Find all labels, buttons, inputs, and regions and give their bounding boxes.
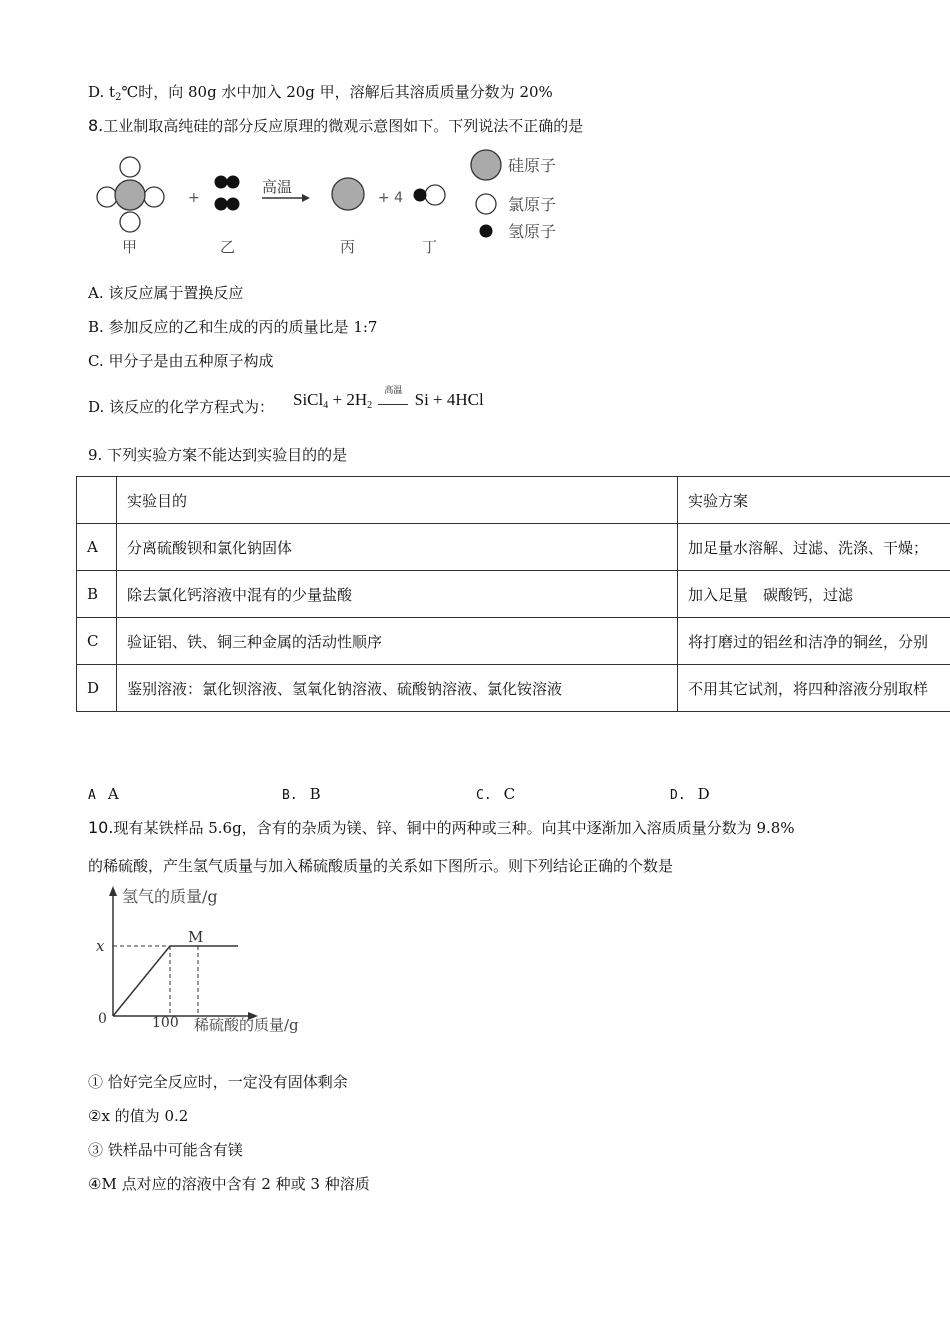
q8-stem: 8.工业制取高纯硅的部分反应原理的微观示意图如下。下列说法不正确的是 [88, 116, 584, 135]
table-row [77, 571, 950, 618]
hydrogen-graph [90, 884, 340, 1036]
legend-h: 氢原子 [508, 222, 557, 241]
table-cell: A [77, 524, 117, 571]
table-cell: 除去氯化钙溶液中混有的少量盐酸 [117, 571, 678, 618]
coefficient: + 4 [378, 190, 404, 206]
experiment-table [76, 476, 950, 712]
q8-option-d: D. 该反应的化学方程式为： [88, 398, 275, 416]
label-ding: 丁 [422, 238, 438, 256]
table-row [77, 618, 950, 665]
y-axis-label: 氢气的质量/g [122, 887, 218, 906]
q9-stem: 9. 下列实验方案不能达到实验目的的是 [88, 446, 348, 464]
molecule-ding [414, 185, 446, 205]
table-cell: C [77, 618, 117, 665]
x-axis-label: 稀硫酸的质量/g [194, 1016, 299, 1034]
label-bing: 丙 [340, 238, 356, 256]
table-row [77, 665, 950, 712]
plus-sign: + [188, 190, 200, 206]
q10-stem-line2: 的稀硫酸，产生氢气质量与加入稀硫酸质量的关系如下图所示。则下列结论正确的个数是 [88, 857, 674, 875]
label-jia: 甲 [122, 238, 138, 256]
condition-label: 高温 [262, 178, 293, 196]
legend-si: 硅原子 [508, 156, 557, 175]
rise-line [113, 946, 170, 1016]
table-cell: 将打磨过的铝丝和洁净的铜丝，分别 [678, 618, 950, 665]
q8-option-b: B. 参加反应的乙和生成的丙的质量比是 1:7 [88, 318, 378, 336]
q8-option-a: A. 该反应属于置换反应 [88, 284, 244, 302]
table-cell: 验证铝、铁、铜三种金属的活动性顺序 [117, 618, 678, 665]
q10-stem-line1: 10.现有某铁样品 5.6g，含有的杂质为镁、锌、铜中的两种或三种。向其中逐渐加入溶质质量分数为 9.8% [88, 818, 795, 837]
y-axis-arrow [109, 886, 117, 896]
reaction-diagram [90, 148, 580, 263]
x-tick-100: 100 [152, 1015, 179, 1031]
question-number: 10. [88, 818, 114, 837]
table-cell: 加足量水溶解、过滤、洗涤、干燥； [678, 524, 950, 571]
q10-statement-2: ②x 的值为 0.2 [88, 1107, 189, 1125]
molecule-jia [97, 157, 164, 232]
chemical-equation: SiCl$_4$ + $2H_2$ 高温 Si + 4HCl [293, 385, 484, 411]
question-number: 8. [88, 116, 104, 135]
q9-answer-c: C. C [476, 785, 516, 803]
table-cell: D [77, 665, 117, 712]
q7-option-d: D. $t_2℃$时，向 80g 水中加入 20g 甲，溶解后其溶质质量分数为 20% [88, 83, 553, 103]
table-cell: 分离硫酸钡和氯化钠固体 [117, 524, 678, 571]
equation-condition: 高温 [378, 395, 408, 405]
table-header: 实验方案 [678, 477, 950, 524]
molecule-bing [332, 178, 364, 210]
table-cell: 鉴别溶液：氯化钡溶液、氢氧化钠溶液、硫酸钠溶液、氯化铵溶液 [117, 665, 678, 712]
q10-statement-4: ④M 点对应的溶液中含有 2 种或 3 种溶质 [88, 1175, 370, 1193]
arrow-head [302, 194, 310, 202]
q10-statement-1: ① 恰好完全反应时，一定没有固体剩余 [88, 1073, 348, 1091]
label-yi: 乙 [220, 238, 236, 256]
table-cell: 加入足量 碳酸钙，过滤 [678, 571, 950, 618]
q9-answer-b: B. B [282, 785, 321, 803]
point-m-label: M [188, 928, 204, 946]
table-row [77, 524, 950, 571]
q9-answer-d: D. D [670, 785, 710, 803]
origin-label: 0 [98, 1011, 107, 1027]
table-header [77, 477, 117, 524]
legend-cl: 氯原子 [508, 195, 557, 214]
table-cell: 不用其它试剂，将四种溶液分别取样 [678, 665, 950, 712]
table-cell: B [77, 571, 117, 618]
legend [471, 150, 556, 241]
q9-answer-a: A A [88, 785, 119, 803]
molecule-yi [215, 176, 240, 211]
table-header: 实验目的 [117, 477, 678, 524]
table-header-row [77, 477, 950, 524]
y-tick-x: x [96, 937, 105, 955]
q10-statement-3: ③ 铁样品中可能含有镁 [88, 1141, 243, 1159]
q8-option-c: C. 甲分子是由五种原子构成 [88, 352, 274, 370]
